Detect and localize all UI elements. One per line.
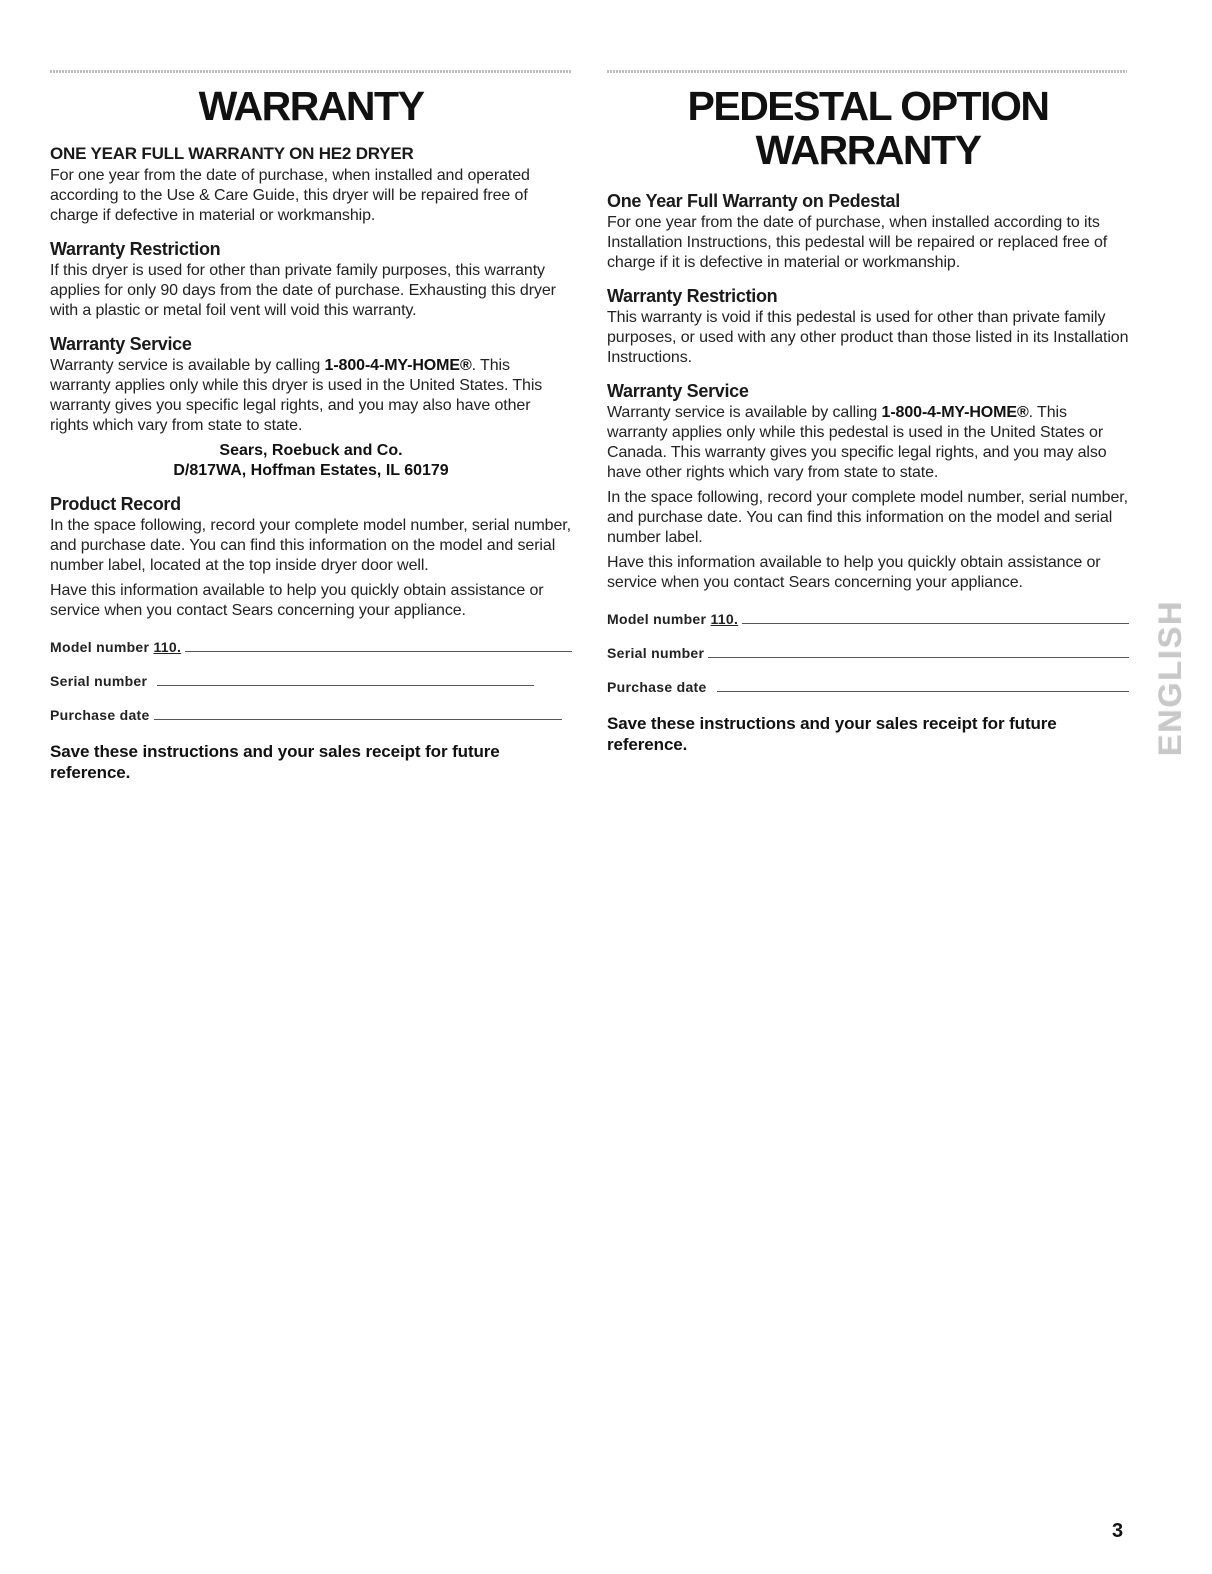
address-line-1: Sears, Roebuck and Co. [219, 442, 403, 459]
language-side-tab-label: ENGLISH [1151, 599, 1188, 757]
pedestal-record-text-2: Have this information available to help you quickly obtain assistance or service when you contact Sears concerning your appliance. [607, 554, 1101, 591]
pedestal-service-heading: Warranty Service [607, 381, 749, 401]
pedestal-service-text-post: . This warranty applies only while this pedestal is used in the United States or Canada. This warranty gives you specific legal rights, and you may also have other rights which vary from state to state. [607, 404, 1107, 481]
serial-number-field[interactable] [50, 667, 572, 689]
pedestal-service-phone: 1-800-4-MY-HOME® [881, 404, 1029, 421]
pedestal-title-line-1: PEDESTAL OPTION [687, 83, 1049, 129]
pedestal-purchase-date-field[interactable] [607, 673, 1129, 695]
pedestal-service-text [607, 403, 1129, 483]
pedestal-service-text-pre: Warranty service is available by calling [607, 404, 882, 421]
pedestal-record-text: In the space following, record your complete model number, serial number, and purchase date. You can find this information on the model and serial number label. [607, 489, 1128, 546]
pedestal-model-number-field[interactable] [607, 605, 1129, 627]
product-record-text-2: Have this information available to help you quickly obtain assistance or service when you contact Sears concerning your appliance. [50, 582, 544, 619]
pedestal-warranty-title [607, 84, 1129, 172]
product-record-text: In the space following, record your complete model number, serial number, and purchase date. You can find this information on the model and serial number label, located at the top inside dryer door well. [50, 517, 571, 574]
top-rule-left [50, 70, 572, 73]
language-side-tab [1150, 568, 1190, 788]
service-text-post: . This warranty applies only while this dryer is used in the United States. This warranty gives you specific legal rights, and you may also have other rights which vary from state to state. [50, 357, 543, 434]
dryer-warranty-section [50, 84, 572, 783]
service-heading: Warranty Service [50, 334, 192, 354]
pedestal-full-warranty-heading: One Year Full Warranty on Pedestal [607, 191, 900, 211]
model-number-prefix: 110. [153, 639, 182, 655]
pedestal-serial-number-line[interactable] [708, 656, 1129, 658]
purchase-date-field[interactable] [50, 701, 572, 723]
top-rule-right [607, 70, 1127, 73]
purchase-date-line[interactable] [154, 718, 562, 720]
pedestal-purchase-date-label: Purchase date [607, 679, 707, 695]
warranty-title: WARRANTY [198, 83, 424, 129]
pedestal-serial-number-label: Serial number [607, 645, 705, 661]
pedestal-full-warranty-text: For one year from the date of purchase, when installed according to its Installation Instructions, this pedestal will be repaired or replaced free of charge if it is defective in material or workmanship. [607, 214, 1108, 271]
serial-number-line[interactable] [157, 684, 534, 686]
serial-number-label: Serial number [50, 673, 148, 689]
pedestal-warranty-section [607, 84, 1129, 755]
model-number-label-text: Model number [50, 639, 154, 655]
model-number-label [50, 639, 181, 655]
pedestal-title-line-2: WARRANTY [755, 127, 981, 173]
page-number: 3 [1112, 1520, 1124, 1542]
service-text-pre: Warranty service is available by calling [50, 357, 325, 374]
full-warranty-text: For one year from the date of purchase, when installed and operated according to the Use & Care Guide, this dryer will be repaired free of charge if defective in material or workmanship. [50, 167, 530, 224]
pedestal-serial-number-field[interactable] [607, 639, 1129, 661]
pedestal-model-number-line[interactable] [742, 622, 1129, 624]
pedestal-model-number-prefix: 110. [710, 611, 739, 627]
service-phone: 1-800-4-MY-HOME® [324, 357, 472, 374]
model-number-line[interactable] [185, 650, 572, 652]
purchase-date-label: Purchase date [50, 707, 150, 723]
pedestal-model-number-label [607, 611, 738, 627]
pedestal-restriction-heading: Warranty Restriction [607, 286, 778, 306]
pedestal-purchase-date-line[interactable] [717, 690, 1129, 692]
model-number-field[interactable] [50, 633, 572, 655]
restriction-text: If this dryer is used for other than private family purposes, this warranty applies for only 90 days from the date of purchase. Exhausting this dryer with a plastic or metal foil vent will void this warranty. [50, 262, 556, 319]
service-text [50, 356, 572, 436]
full-warranty-heading: ONE YEAR FULL WARRANTY ON HE2 DRYER [50, 144, 414, 163]
save-instructions-note: Save these instructions and your sales receipt for future reference. [50, 742, 500, 782]
pedestal-restriction-text: This warranty is void if this pedestal is used for other than private family purposes, or used with any other product than those listed in its Installation Instructions. [607, 309, 1129, 366]
pedestal-model-number-label-text: Model number [607, 611, 711, 627]
restriction-heading: Warranty Restriction [50, 239, 221, 259]
address-line-2: D/817WA, Hoffman Estates, IL 60179 [173, 462, 449, 479]
pedestal-save-instructions-note: Save these instructions and your sales receipt for future reference. [607, 714, 1057, 754]
product-record-heading: Product Record [50, 494, 181, 514]
sears-address [50, 441, 572, 481]
